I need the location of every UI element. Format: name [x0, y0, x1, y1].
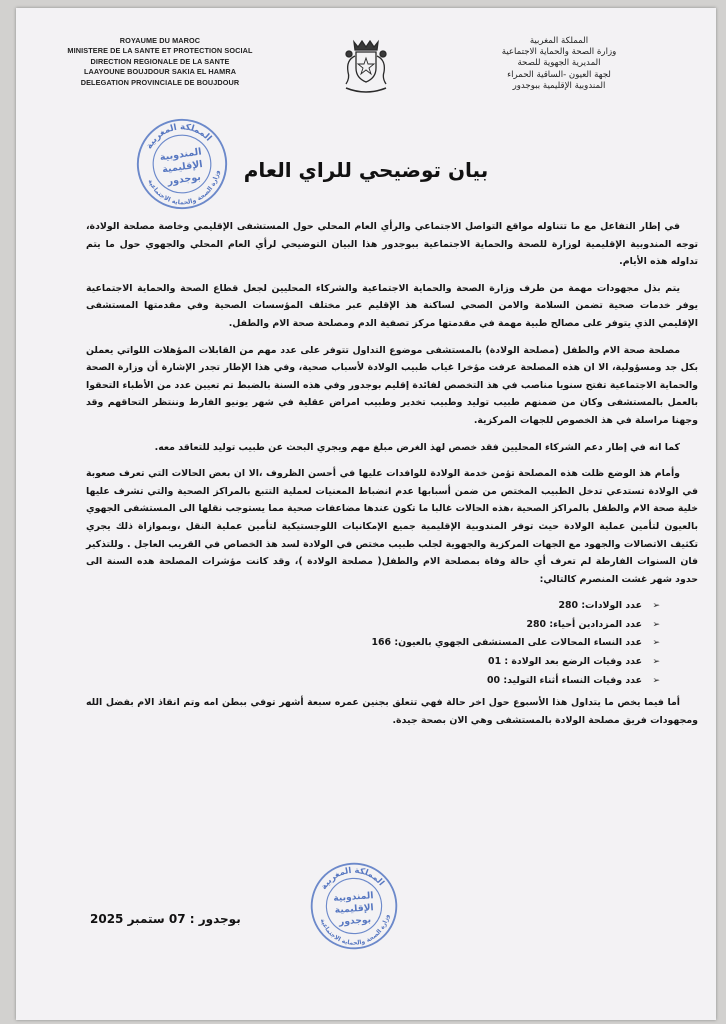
paragraph: في إطار التفاعل مع ما تتناوله مواقع التواصل الاجتماعي والرأي العام المحلي حول المستشفى الإقليمي وخاصة مصلحة الولادة، توجه المندوبية الإقليمية لوزارة للصحة والحماية الاجتماعية ببوجدور هذا البيان التوضيحي لرأي العام المحلي والجهوي حول ما يتم تداوله هذه الأيام. [86, 221, 698, 268]
stamp-center-text: الإقليمية [161, 158, 204, 176]
french-header-line: DELEGATION PROVINCIALE DE BOUJDOUR [80, 77, 240, 87]
stat-label: عدد وفيات النساء أثناء التوليد: [503, 674, 642, 686]
stat-value: 280 [526, 618, 547, 630]
paragraph: مصلحة صحة الام والطفل (مصلحة الولادة) بالمستشفى موضوع التداول تتوفر على عدد مهم من القابلات المؤهلات اللواتي يعملن بكل جد ومسؤولية، الا ان هذه المصلحة عرفت مؤخرا غياب طبيب الولادة لأسباب صحية، وفي هذا الإطار تجدر الإشارة أن وزارة الصحة والحماية الاجتماعية تفتح سنويا مناصب في هذ التخصص لفائدة إقليم بوجدور وفي هذه السنة بالضبط تم تعيين عدد من الأطباء التحقوا بالعمل بالمستشفى وكان من ضمنهم طبيب توليد وطبيب تخدير وطبيب امراض عقلية في شهر يونيو الفارط وننتظر التحاقهم وقد وجهنا مراسلة في هذ الخصوص للجهات المركزية. [86, 344, 698, 426]
stat-label: عدد المزدادين أحياء: [549, 618, 642, 630]
stat-value: 01 [488, 656, 502, 668]
stat-label: عدد النساء المحالات على المستشفى الجهوي بالعيون: [394, 637, 642, 649]
list-item [86, 616, 660, 635]
list-item [86, 672, 660, 691]
stamp-top-text: المملكة المغربية [144, 122, 214, 151]
document-body [86, 218, 698, 738]
list-item [86, 653, 660, 672]
official-stamp [305, 857, 403, 955]
arrow-bullet-icon: ➢ [652, 675, 660, 686]
stat-label: عدد وفيات الرضع بعد الولادة : [504, 656, 642, 668]
document-page [16, 8, 716, 1020]
arrow-bullet-icon: ➢ [652, 657, 660, 668]
stamp-bottom-text: وزارة الصحة والحماية الاجتماعية [146, 169, 221, 207]
stamp-center-text: الإقليمية [334, 902, 375, 916]
stat-label: عدد الولادات: [581, 600, 642, 612]
stat-value: 280 [558, 600, 579, 612]
list-item [86, 597, 660, 616]
date-signature: بوجدور : 07 ستمبر 2025 [90, 912, 241, 926]
stamp-center-text: بوجدور [338, 914, 372, 928]
paragraph: وأمام هذ الوضع ظلت هذه المصلحة تؤمن خدمة الولادة للوافدات عليها في أحسن الظروف ،الا ان بعض الحالات التي تعرف صعوبة في الولادة تستدعي تدخل الطبيب المختص من ضمن أسبابها عدم انضباط المعنيات لعملية التتبع بالمراكز الصحية والتي تشرف عليها خلية صحة الام والطفل بالمراكز الصحية ،هذه الحالات غالبا ما تكون عندها مضاعفات صحية مما يستوجب نقلها الى المستشفى الجهوي بالعيون لتأمين عملية الولادة حيث توفر المندوبية الإقليمية جميع الإمكانيات اللوجستيكية لتأمين عملية النقل ،وبموازاة ذلك يجري تكثيف الاتصالات والجهود مع الجهات المركزية والجهوية لجلب طبيب مختص في الولادة لسد هذ الخصاص في القريب العاجل . وللتذكير فان السنوات الفارطة لم تعرف أي حالة وفاة بمصلحة الام والطفل( مصلحة الولادة )، وقد كانت مؤشرات المصلحة هده السنة الى حدود شهر غشت المنصرم كالتالي: [86, 468, 698, 585]
arabic-header-line: لجهة العيون -الساقية الحمراء [507, 69, 611, 80]
list-item [86, 634, 660, 653]
stamp-center-text: المندوبية [159, 146, 203, 164]
french-header-line: DIRECTION REGIONALE DE LA SANTE [90, 56, 230, 66]
stamp-center-text: بوجدور [166, 171, 202, 188]
closing-paragraph: أما فيما يخص ما يتداول هذا الأسبوع حول اخر حالة فهي تتعلق بجنين عمره سبعة أشهر توفي ببطن امه وتم انقاذ الام بفضل الله ومجهودات فريق مصلحة الولادة بالمستشفى وهي الان بصحة جيدة. [86, 697, 698, 726]
arabic-header-line: وزارة الصحة والحماية الاجتماعية [501, 47, 617, 58]
arabic-header-line: المندوبية الإقليمية ببوجدور [512, 80, 606, 91]
stat-value: 00 [487, 674, 501, 686]
french-header-line: LAAYOUNE BOUJDOUR SAKIA EL HAMRA [83, 67, 237, 77]
arabic-header-line: المملكة المغربية [529, 36, 589, 46]
stamp-center-text: المندوبية [332, 890, 374, 904]
arrow-bullet-icon: ➢ [652, 638, 660, 649]
stat-value: 166 [371, 637, 392, 649]
arabic-letterhead [464, 36, 654, 92]
page-title: بيان توضيحي للراي العام [243, 158, 489, 182]
arrow-bullet-icon: ➢ [652, 601, 660, 612]
svg-text:المملكة المغربية [317, 863, 387, 892]
paragraph: يتم بذل مجهودات مهمة من طرف وزارة الصحة والحماية الاجتماعية والشركاء المحليين لجعل قطاع الصحة والحماية الاجتماعية يوفر خدمات صحية تضمن السلامة والامن الصحي لساكنة هذ الإقليم عبر مختلف المؤسسات الصحية وفي مقدمتها المستشفى الإقليمي الذي يتوفر على مصالح طبية مهمة في مقدمتها مركز تصفية الدم ومصلحة صحة الام والطفل. [86, 282, 698, 329]
stamp-bottom-text: وزارة الصحة والحماية الاجتماعية [318, 913, 391, 947]
paragraph: كما انه في إطار دعم الشركاء المحليين فقد خصص لهذ الغرض مبلغ مهم ويجري البحث عن طبيب توليد للتعاقد معه. [154, 441, 680, 453]
stamp-top-text: المملكة المغربية [318, 864, 387, 892]
arabic-header-line: المديرية الجهوية للصحة [517, 58, 601, 69]
statistics-list [86, 597, 698, 690]
french-header-line: ROYAUME DU MAROC [119, 36, 201, 45]
moroccan-coat-of-arms-icon [340, 38, 392, 96]
arrow-bullet-icon: ➢ [652, 619, 660, 630]
french-letterhead [60, 36, 260, 88]
french-header-line: MINISTERE DE LA SANTE ET PROTECTION SOCIAL [67, 46, 253, 56]
